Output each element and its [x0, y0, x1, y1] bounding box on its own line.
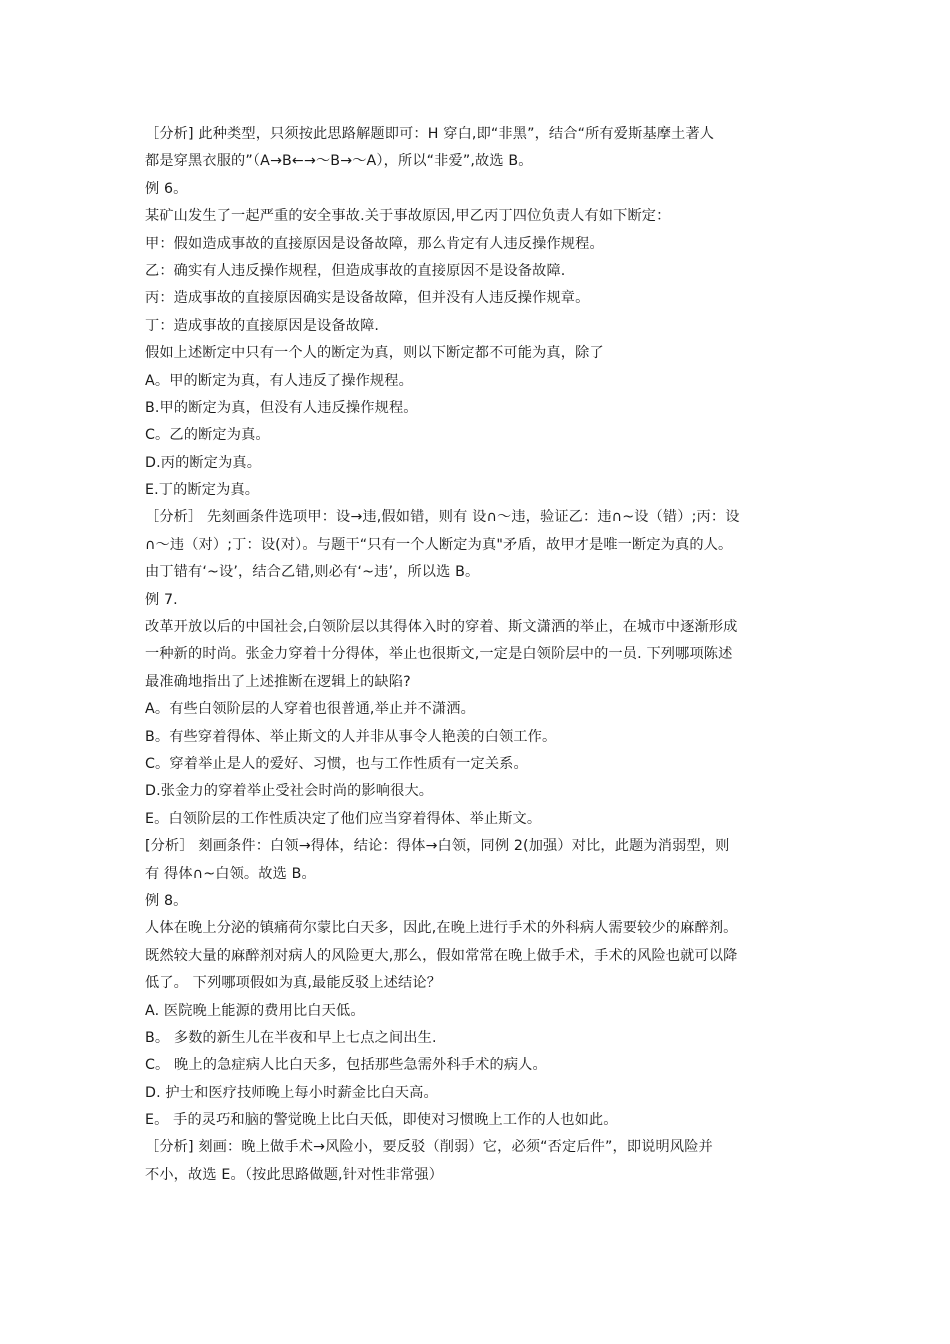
option-line: E.丁的断定为真。: [145, 482, 260, 499]
example-heading: 例 8。: [145, 892, 188, 909]
option-line: D. 护士和医疗技师晚上每小时薪金比白天高。: [145, 1084, 438, 1101]
option-line: B。 多数的新生儿在半夜和早上七点之间出生.: [145, 1029, 437, 1046]
analysis-line: 由丁错有‘~设’，结合乙错,则必有‘~违’，所以选 B。: [145, 564, 480, 581]
option-line: A. 医院晚上能源的费用比白天低。: [145, 1002, 365, 1019]
option-line: C。穿着举止是人的爱好、习惯，也与工作性质有一定关系。: [145, 755, 528, 772]
statement-line: 乙：确实有人违反操作规程，但造成事故的直接原因不是设备故障.: [145, 262, 566, 279]
option-line: D.张金力的穿着举止受社会时尚的影响很大。: [145, 783, 434, 800]
analysis-line: ［分析] 刻画：晚上做手术→风险小，要反驳（削弱）它，必须“否定后件”，即说明风险并: [145, 1139, 713, 1156]
question-line: 假如上述断定中只有一个人的断定为真，则以下断定都不可能为真，除了: [145, 345, 604, 362]
analysis-line: [分析］ 刻画条件：白领→得体，结论：得体→白领，同例 2(加强）对比，此题为消弱型，则: [145, 838, 730, 855]
analysis-line: 有 得体∩~白领。故选 B。: [145, 865, 316, 882]
question-line: 一种新的时尚。张金力穿着十分得体，举止也很斯文,一定是白领阶层中的一员. 下列哪项陈述: [145, 646, 733, 663]
example-heading: 例 6。: [145, 180, 188, 197]
example-heading: 例 7.: [145, 591, 178, 608]
question-line: 改革开放以后的中国社会,白领阶层以其得体入时的穿着、斯文潇洒的举止，在城市中逐渐形成: [145, 619, 738, 636]
option-line: E。白领阶层的工作性质决定了他们应当穿着得体、举止斯文。: [145, 810, 542, 827]
question-line: 既然较大量的麻醉剂对病人的风险更大,那么，假如常常在晚上做手术，手术的风险也就可以降: [145, 947, 738, 964]
analysis-line: ［分析］ 先刻画条件选项甲：设→违,假如错，则有 设∩～违，验证乙：违∩~设（错）;丙：设: [145, 509, 740, 526]
option-line: C。乙的断定为真。: [145, 427, 270, 444]
option-line: A。有些白领阶层的人穿着也很普通,举止并不潇洒。: [145, 701, 475, 718]
analysis-line: 都是穿黑衣服的”（A→B←→～B→～A），所以“非爱”,故选 B。: [145, 153, 533, 170]
question-line: 某矿山发生了一起严重的安全事故.关于事故原因,甲乙丙丁四位负责人有如下断定：: [145, 208, 671, 225]
option-line: B.甲的断定为真，但没有人违反操作规程。: [145, 399, 418, 416]
option-line: D.丙的断定为真。: [145, 454, 262, 471]
analysis-line: ∩～违（对）;丁：设(对）。与题干“只有一个人断定为真"矛盾，故甲才是唯一断定为真的人。: [145, 536, 733, 553]
option-line: A。甲的断定为真，有人违反了操作规程。: [145, 372, 413, 389]
question-line: 低了。 下列哪项假如为真,最能反驳上述结论？: [145, 975, 442, 992]
analysis-line: 不小，故选 E。（按此思路做题,针对性非常强）: [145, 1166, 444, 1183]
option-line: B。有些穿着得体、举止斯文的人并非从事令人艳羡的白领工作。: [145, 728, 557, 745]
question-line: 最准确地指出了上述推断在逻辑上的缺陷?: [145, 673, 411, 690]
option-line: E。 手的灵巧和脑的警觉晚上比白天低，即使对习惯晚上工作的人也如此。: [145, 1112, 618, 1129]
analysis-line: ［分析] 此种类型，只须按此思路解题即可：H 穿白,即“非黑”，结合“所有爱斯基摩土著人: [145, 126, 715, 142]
statement-line: 丙：造成事故的直接原因确实是设备故障，但并没有人违反操作规章。: [145, 290, 590, 307]
statement-line: 丁：造成事故的直接原因是设备故障.: [145, 317, 380, 334]
statement-line: 甲：假如造成事故的直接原因是设备故障，那么肯定有人违反操作规程。: [145, 235, 604, 252]
option-line: C。 晚上的急症病人比白天多，包括那些急需外科手术的病人。: [145, 1057, 547, 1074]
question-line: 人体在晚上分泌的镇痛荷尔蒙比白天多，因此,在晚上进行手术的外科病人需要较少的麻醉剂。: [145, 920, 738, 937]
document-body: [145, 121, 815, 1189]
